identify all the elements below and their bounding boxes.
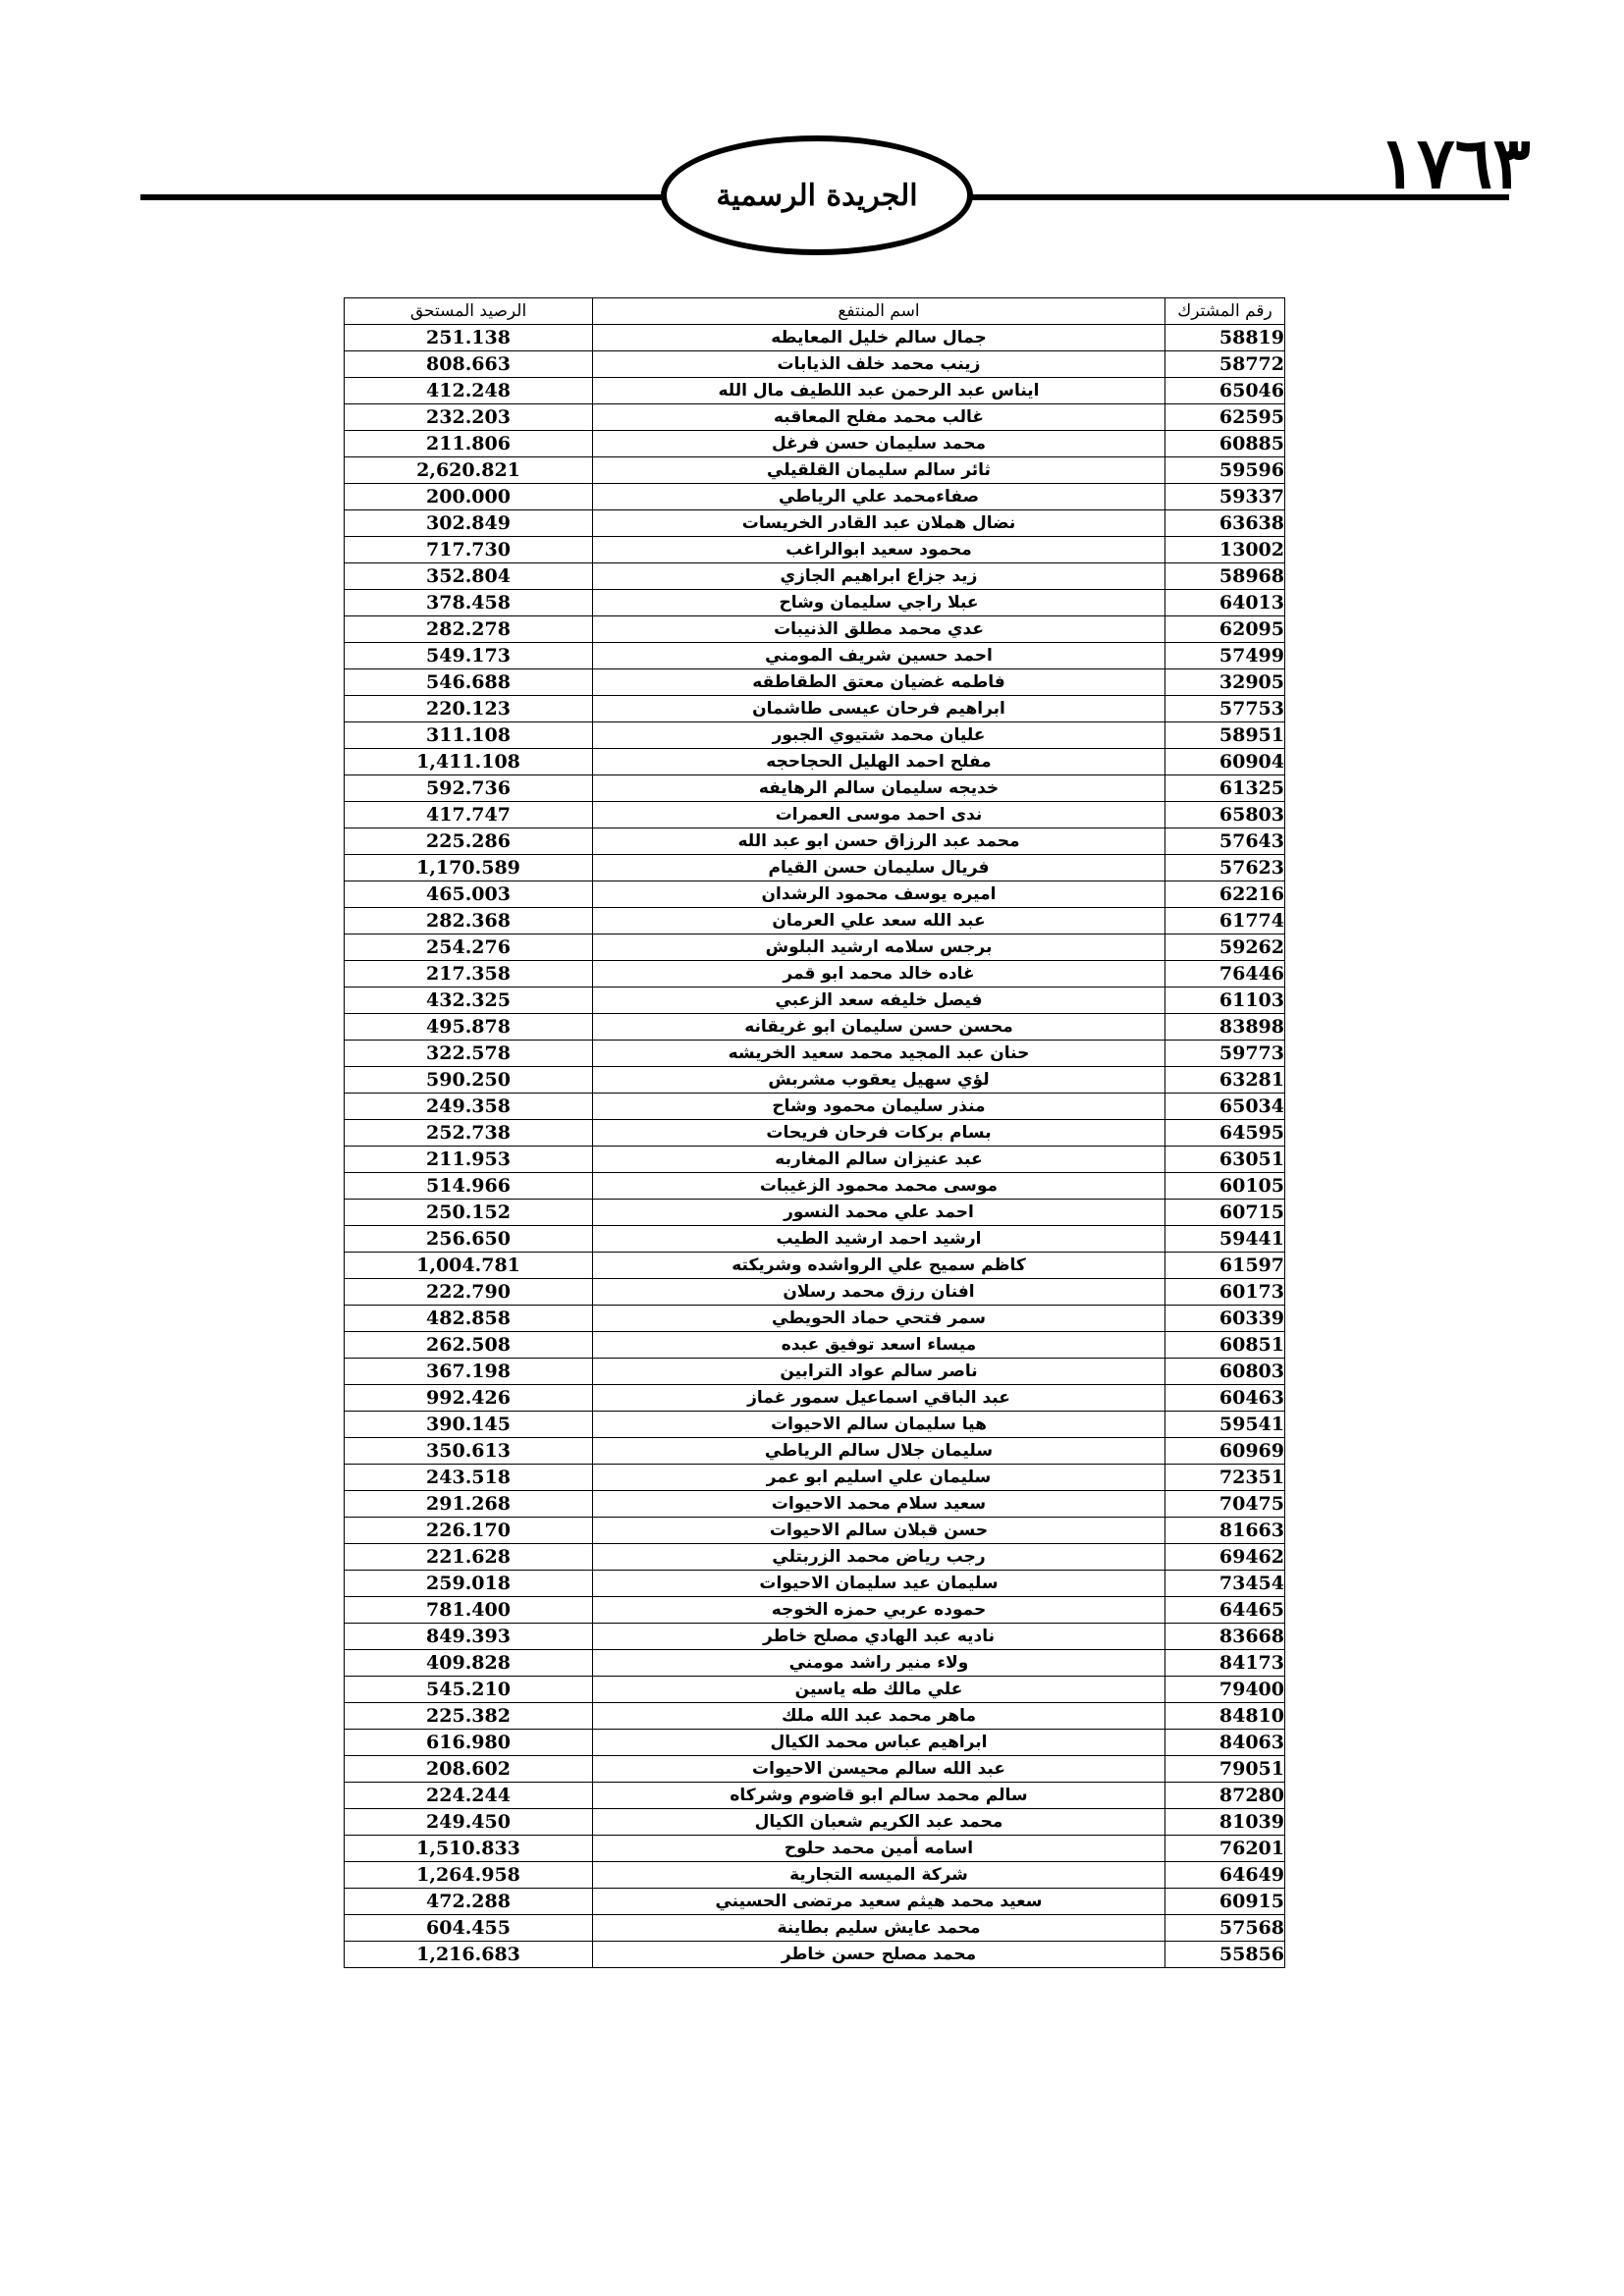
table-header-row xyxy=(345,298,1285,325)
subscriber-no-cell: 69462 xyxy=(1165,1544,1285,1571)
table-row xyxy=(345,1385,1285,1412)
table-row xyxy=(345,563,1285,590)
table-row xyxy=(345,1120,1285,1147)
balance-cell: 409.828 xyxy=(345,1650,593,1677)
beneficiary-name-cell: ناصر سالم عواد الترابين xyxy=(593,1359,1165,1385)
table-row xyxy=(345,1094,1285,1120)
beneficiary-name-cell: اسامه أمين محمد حلوح xyxy=(593,1836,1165,1862)
table-row xyxy=(345,1465,1285,1491)
subscriber-no-cell: 59441 xyxy=(1165,1226,1285,1253)
table-row xyxy=(345,1173,1285,1200)
balance-cell: 211.806 xyxy=(345,431,593,457)
balance-cell: 226.170 xyxy=(345,1518,593,1544)
table-row xyxy=(345,510,1285,537)
balance-cell: 992.426 xyxy=(345,1385,593,1412)
subscriber-no-cell: 60339 xyxy=(1165,1306,1285,1332)
beneficiary-name-cell: منذر سليمان محمود وشاح xyxy=(593,1094,1165,1120)
beneficiary-name-cell: احمد علي محمد النسور xyxy=(593,1200,1165,1226)
subscriber-no-cell: 60173 xyxy=(1165,1279,1285,1306)
table-row xyxy=(345,1809,1285,1836)
subscriber-no-cell: 57753 xyxy=(1165,696,1285,722)
subscriber-no-cell: 76446 xyxy=(1165,961,1285,988)
balance-cell: 1,004.781 xyxy=(345,1253,593,1279)
beneficiary-name-cell: فريال سليمان حسن القيام xyxy=(593,855,1165,881)
table-row xyxy=(345,590,1285,616)
subscriber-no-cell: 84173 xyxy=(1165,1650,1285,1677)
beneficiary-name-cell: محمد عبد الرزاق حسن ابو عبد الله xyxy=(593,828,1165,855)
subscriber-no-cell: 58819 xyxy=(1165,325,1285,351)
beneficiary-name-cell: سليمان علي اسليم ابو عمر xyxy=(593,1465,1165,1491)
balance-cell: 220.123 xyxy=(345,696,593,722)
beneficiary-name-cell: ثائر سالم سليمان القلقيلي xyxy=(593,457,1165,484)
balance-cell: 262.508 xyxy=(345,1332,593,1359)
table-row xyxy=(345,1067,1285,1094)
balance-cell: 221.628 xyxy=(345,1544,593,1571)
subscriber-no-cell: 81039 xyxy=(1165,1809,1285,1836)
beneficiary-name-cell: ندى احمد موسى العمرات xyxy=(593,802,1165,828)
table-row xyxy=(345,537,1285,563)
table-row xyxy=(345,988,1285,1014)
subscriber-no-cell: 60851 xyxy=(1165,1332,1285,1359)
beneficiary-name-cell: ارشيد احمد ارشيد الطيب xyxy=(593,1226,1165,1253)
balance-cell: 590.250 xyxy=(345,1067,593,1094)
beneficiary-name-cell: سالم محمد سالم ابو قاضوم وشركاه xyxy=(593,1783,1165,1809)
beneficiary-name-cell: محمد مصلح حسن خاطر xyxy=(593,1942,1165,1968)
balance-cell: 495.878 xyxy=(345,1014,593,1041)
table-row xyxy=(345,1279,1285,1306)
balance-cell: 232.203 xyxy=(345,404,593,431)
table-row xyxy=(345,1491,1285,1518)
beneficiary-balance-table xyxy=(344,297,1285,1968)
subscriber-no-cell: 58968 xyxy=(1165,563,1285,590)
table-row xyxy=(345,722,1285,749)
balance-cell: 514.966 xyxy=(345,1173,593,1200)
table-row xyxy=(345,1544,1285,1571)
table-row xyxy=(345,1438,1285,1465)
table-row xyxy=(345,881,1285,908)
balance-cell: 250.152 xyxy=(345,1200,593,1226)
balance-cell: 225.382 xyxy=(345,1703,593,1730)
table-row xyxy=(345,1677,1285,1703)
table-row xyxy=(345,1942,1285,1968)
table-row xyxy=(345,1200,1285,1226)
subscriber-no-cell: 60885 xyxy=(1165,431,1285,457)
balance-cell: 412.248 xyxy=(345,378,593,404)
table-row xyxy=(345,378,1285,404)
beneficiary-name-cell: فيصل خليفه سعد الزعبي xyxy=(593,988,1165,1014)
beneficiary-name-cell: شركة الميسه التجارية xyxy=(593,1862,1165,1889)
subscriber-no-cell: 84810 xyxy=(1165,1703,1285,1730)
beneficiary-name-cell: سعيد سلام محمد الاحيوات xyxy=(593,1491,1165,1518)
balance-cell: 2,620.821 xyxy=(345,457,593,484)
table-row xyxy=(345,669,1285,696)
beneficiary-name-cell: محسن حسن سليمان ابو غريقانه xyxy=(593,1014,1165,1041)
subscriber-no-cell: 59773 xyxy=(1165,1041,1285,1067)
balance-cell: 367.198 xyxy=(345,1359,593,1385)
balance-cell: 282.278 xyxy=(345,616,593,643)
subscriber-no-cell: 70475 xyxy=(1165,1491,1285,1518)
table-row xyxy=(345,934,1285,961)
subscriber-no-cell: 60969 xyxy=(1165,1438,1285,1465)
beneficiary-name-cell: هيا سليمان سالم الاحيوات xyxy=(593,1412,1165,1438)
balance-cell: 211.953 xyxy=(345,1147,593,1173)
balance-cell: 545.210 xyxy=(345,1677,593,1703)
table-row xyxy=(345,1756,1285,1783)
beneficiary-name-cell: عبد الله سعد علي العرمان xyxy=(593,908,1165,934)
balance-cell: 390.145 xyxy=(345,1412,593,1438)
gazette-title: الجريدة الرسمية xyxy=(716,178,918,213)
balance-cell: 482.858 xyxy=(345,1306,593,1332)
beneficiary-name-cell: نضال هملان عبد القادر الخريسات xyxy=(593,510,1165,537)
subscriber-no-cell: 64013 xyxy=(1165,590,1285,616)
table-row xyxy=(345,1332,1285,1359)
subscriber-no-cell: 59337 xyxy=(1165,484,1285,510)
table-row xyxy=(345,404,1285,431)
subscriber-no-cell: 64465 xyxy=(1165,1597,1285,1624)
subscriber-no-cell: 60105 xyxy=(1165,1173,1285,1200)
table-row xyxy=(345,1226,1285,1253)
beneficiary-name-cell: برجس سلامه ارشيد البلوش xyxy=(593,934,1165,961)
balance-cell: 249.358 xyxy=(345,1094,593,1120)
beneficiary-name-cell: ايناس عبد الرحمن عبد اللطيف مال الله xyxy=(593,378,1165,404)
beneficiary-name-cell: ابراهيم عباس محمد الكيال xyxy=(593,1730,1165,1756)
subscriber-no-cell: 61325 xyxy=(1165,775,1285,802)
beneficiary-name-cell: محمد عبد الكريم شعبان الكيال xyxy=(593,1809,1165,1836)
table-row xyxy=(345,616,1285,643)
balance-cell: 249.450 xyxy=(345,1809,593,1836)
balance-cell: 243.518 xyxy=(345,1465,593,1491)
beneficiary-name-cell: مفلح احمد الهليل الحجاحجه xyxy=(593,749,1165,775)
balance-cell: 1,216.683 xyxy=(345,1942,593,1968)
balance-cell: 200.000 xyxy=(345,484,593,510)
beneficiary-name-cell: فاطمه غضيان معتق الطقاطقه xyxy=(593,669,1165,696)
subscriber-no-cell: 60715 xyxy=(1165,1200,1285,1226)
balance-cell: 254.276 xyxy=(345,934,593,961)
subscriber-no-cell: 55856 xyxy=(1165,1942,1285,1968)
table-row xyxy=(345,908,1285,934)
beneficiary-name-cell: ماهر محمد عبد الله ملك xyxy=(593,1703,1165,1730)
subscriber-no-cell: 63281 xyxy=(1165,1067,1285,1094)
beneficiary-name-cell: ميساء اسعد توفيق عبده xyxy=(593,1332,1165,1359)
beneficiary-name-cell: عبد الباقي اسماعيل سمور غماز xyxy=(593,1385,1165,1412)
table-row xyxy=(345,1014,1285,1041)
subscriber-no-cell: 32905 xyxy=(1165,669,1285,696)
balance-cell: 251.138 xyxy=(345,325,593,351)
balance-cell: 311.108 xyxy=(345,722,593,749)
beneficiary-name-cell: خديجه سليمان سالم الرهايفه xyxy=(593,775,1165,802)
beneficiary-name-cell: غالب محمد مفلح المعاقبه xyxy=(593,404,1165,431)
subscriber-no-cell: 57499 xyxy=(1165,643,1285,669)
beneficiary-name-cell: موسى محمد محمود الزغيبات xyxy=(593,1173,1165,1200)
beneficiary-name-cell: محمد عايش سليم بطاينة xyxy=(593,1915,1165,1942)
subscriber-no-cell: 76201 xyxy=(1165,1836,1285,1862)
subscriber-no-cell: 65046 xyxy=(1165,378,1285,404)
subscriber-no-cell: 63051 xyxy=(1165,1147,1285,1173)
table-row xyxy=(345,749,1285,775)
balance-cell: 256.650 xyxy=(345,1226,593,1253)
beneficiary-name-cell: زينب محمد خلف الذيابات xyxy=(593,351,1165,378)
balance-cell: 225.286 xyxy=(345,828,593,855)
subscriber-no-cell: 83668 xyxy=(1165,1624,1285,1650)
balance-cell: 259.018 xyxy=(345,1571,593,1597)
column-header-beneficiary: اسم المنتفع xyxy=(593,298,1165,325)
subscriber-no-cell: 60463 xyxy=(1165,1385,1285,1412)
table-row xyxy=(345,1041,1285,1067)
balance-cell: 350.613 xyxy=(345,1438,593,1465)
table-row xyxy=(345,1730,1285,1756)
beneficiary-name-cell: حموده عربي حمزه الخوجه xyxy=(593,1597,1165,1624)
subscriber-no-cell: 60803 xyxy=(1165,1359,1285,1385)
beneficiary-name-cell: علي مالك طه ياسين xyxy=(593,1677,1165,1703)
subscriber-no-cell: 65803 xyxy=(1165,802,1285,828)
balance-cell: 549.173 xyxy=(345,643,593,669)
table-row xyxy=(345,855,1285,881)
subscriber-no-cell: 84063 xyxy=(1165,1730,1285,1756)
page-number: ١٧٦٣ xyxy=(1379,121,1531,204)
balance-cell: 322.578 xyxy=(345,1041,593,1067)
balance-cell: 849.393 xyxy=(345,1624,593,1650)
balance-cell: 252.738 xyxy=(345,1120,593,1147)
balance-cell: 781.400 xyxy=(345,1597,593,1624)
subscriber-no-cell: 64595 xyxy=(1165,1120,1285,1147)
subscriber-no-cell: 59541 xyxy=(1165,1412,1285,1438)
table-row xyxy=(345,1518,1285,1544)
subscriber-no-cell: 61597 xyxy=(1165,1253,1285,1279)
balance-cell: 352.804 xyxy=(345,563,593,590)
balance-cell: 1,510.833 xyxy=(345,1836,593,1862)
table-body xyxy=(345,325,1285,1968)
balance-cell: 717.730 xyxy=(345,537,593,563)
table-row xyxy=(345,696,1285,722)
table-row xyxy=(345,1915,1285,1942)
table-row xyxy=(345,431,1285,457)
beneficiary-name-cell: زيد جزاع ابراهيم الجازي xyxy=(593,563,1165,590)
balance-cell: 546.688 xyxy=(345,669,593,696)
balance-cell: 302.849 xyxy=(345,510,593,537)
table-row xyxy=(345,1703,1285,1730)
balance-cell: 1,170.589 xyxy=(345,855,593,881)
subscriber-no-cell: 57568 xyxy=(1165,1915,1285,1942)
beneficiary-name-cell: حنان عبد المجيد محمد سعيد الخريشه xyxy=(593,1041,1165,1067)
subscriber-no-cell: 61774 xyxy=(1165,908,1285,934)
subscriber-no-cell: 62095 xyxy=(1165,616,1285,643)
beneficiary-name-cell: محمود سعيد ابوالراغب xyxy=(593,537,1165,563)
beneficiary-name-cell: رجب رياض محمد الزربتلي xyxy=(593,1544,1165,1571)
table-row xyxy=(345,351,1285,378)
balance-cell: 592.736 xyxy=(345,775,593,802)
table-row xyxy=(345,775,1285,802)
beneficiary-name-cell: كاظم سميح علي الرواشده وشريكته xyxy=(593,1253,1165,1279)
subscriber-no-cell: 59262 xyxy=(1165,934,1285,961)
balance-cell: 472.288 xyxy=(345,1889,593,1915)
table-row xyxy=(345,643,1285,669)
balance-cell: 1,411.108 xyxy=(345,749,593,775)
balance-cell: 604.455 xyxy=(345,1915,593,1942)
column-header-subscriber-no: رقم المشترك xyxy=(1165,298,1285,325)
beneficiary-name-cell: اميره يوسف محمود الرشدان xyxy=(593,881,1165,908)
table-row xyxy=(345,1306,1285,1332)
balance-cell: 616.980 xyxy=(345,1730,593,1756)
table-row xyxy=(345,1359,1285,1385)
beneficiary-name-cell: عدي محمد مطلق الذنيبات xyxy=(593,616,1165,643)
balance-cell: 222.790 xyxy=(345,1279,593,1306)
table-row xyxy=(345,1889,1285,1915)
subscriber-no-cell: 60915 xyxy=(1165,1889,1285,1915)
table-row xyxy=(345,802,1285,828)
table-row xyxy=(345,1253,1285,1279)
table-row xyxy=(345,457,1285,484)
beneficiary-name-cell: غاده خالد محمد ابو قمر xyxy=(593,961,1165,988)
subscriber-no-cell: 62216 xyxy=(1165,881,1285,908)
subscriber-no-cell: 64649 xyxy=(1165,1862,1285,1889)
subscriber-no-cell: 87280 xyxy=(1165,1783,1285,1809)
beneficiary-name-cell: حسن قبلان سالم الاحيوات xyxy=(593,1518,1165,1544)
table-row xyxy=(345,484,1285,510)
table-row xyxy=(345,1597,1285,1624)
subscriber-no-cell: 58951 xyxy=(1165,722,1285,749)
subscriber-no-cell: 79051 xyxy=(1165,1756,1285,1783)
beneficiary-name-cell: سليمان جلال سالم الرياطي xyxy=(593,1438,1165,1465)
table-row xyxy=(345,1412,1285,1438)
subscriber-no-cell: 72351 xyxy=(1165,1465,1285,1491)
table-row xyxy=(345,1783,1285,1809)
beneficiary-name-cell: ابراهيم فرحان عيسى طاشمان xyxy=(593,696,1165,722)
balance-cell: 224.244 xyxy=(345,1783,593,1809)
table-row xyxy=(345,1862,1285,1889)
subscriber-no-cell: 62595 xyxy=(1165,404,1285,431)
beneficiary-name-cell: افنان رزق محمد رسلان xyxy=(593,1279,1165,1306)
beneficiary-name-cell: لؤي سهيل يعقوب مشربش xyxy=(593,1067,1165,1094)
balance-cell: 378.458 xyxy=(345,590,593,616)
beneficiary-name-cell: احمد حسين شريف المومني xyxy=(593,643,1165,669)
beneficiary-name-cell: سعيد محمد هيثم سعيد مرتضى الحسيني xyxy=(593,1889,1165,1915)
beneficiary-name-cell: عبد عنيزان سالم المغاربه xyxy=(593,1147,1165,1173)
balance-cell: 808.663 xyxy=(345,351,593,378)
table-row xyxy=(345,828,1285,855)
subscriber-no-cell: 63638 xyxy=(1165,510,1285,537)
subscriber-no-cell: 57643 xyxy=(1165,828,1285,855)
column-header-balance: الرصيد المستحق xyxy=(345,298,593,325)
beneficiary-name-cell: ناديه عبد الهادي مصلح خاطر xyxy=(593,1624,1165,1650)
subscriber-no-cell: 61103 xyxy=(1165,988,1285,1014)
table-row xyxy=(345,1650,1285,1677)
beneficiary-name-cell: محمد سليمان حسن فرغل xyxy=(593,431,1165,457)
gazette-title-oval xyxy=(661,135,973,255)
balance-cell: 291.268 xyxy=(345,1491,593,1518)
subscriber-no-cell: 57623 xyxy=(1165,855,1285,881)
table-row xyxy=(345,1836,1285,1862)
beneficiary-name-cell: بسام بركات فرحان فريحات xyxy=(593,1120,1165,1147)
beneficiary-name-cell: صفاءمحمد علي الرياطي xyxy=(593,484,1165,510)
subscriber-no-cell: 73454 xyxy=(1165,1571,1285,1597)
beneficiary-name-cell: سليمان عيد سليمان الاحيوات xyxy=(593,1571,1165,1597)
subscriber-no-cell: 60904 xyxy=(1165,749,1285,775)
beneficiary-name-cell: عليان محمد شتيوي الجبور xyxy=(593,722,1165,749)
table-row xyxy=(345,1147,1285,1173)
table-row xyxy=(345,325,1285,351)
table-row xyxy=(345,1571,1285,1597)
balance-cell: 217.358 xyxy=(345,961,593,988)
subscriber-no-cell: 13002 xyxy=(1165,537,1285,563)
balance-cell: 282.368 xyxy=(345,908,593,934)
subscriber-no-cell: 58772 xyxy=(1165,351,1285,378)
beneficiary-name-cell: ولاء منير راشد مومني xyxy=(593,1650,1165,1677)
balance-cell: 417.747 xyxy=(345,802,593,828)
table-row xyxy=(345,1624,1285,1650)
balance-cell: 465.003 xyxy=(345,881,593,908)
subscriber-no-cell: 59596 xyxy=(1165,457,1285,484)
subscriber-no-cell: 79400 xyxy=(1165,1677,1285,1703)
subscriber-no-cell: 65034 xyxy=(1165,1094,1285,1120)
beneficiary-name-cell: عبلا راجي سليمان وشاح xyxy=(593,590,1165,616)
subscriber-no-cell: 83898 xyxy=(1165,1014,1285,1041)
table-row xyxy=(345,961,1285,988)
beneficiary-name-cell: جمال سالم خليل المعايطه xyxy=(593,325,1165,351)
balance-cell: 1,264.958 xyxy=(345,1862,593,1889)
subscriber-no-cell: 81663 xyxy=(1165,1518,1285,1544)
balance-cell: 208.602 xyxy=(345,1756,593,1783)
balance-cell: 432.325 xyxy=(345,988,593,1014)
beneficiary-name-cell: سمر فتحي حماد الحويطي xyxy=(593,1306,1165,1332)
beneficiary-name-cell: عبد الله سالم محيسن الاحيوات xyxy=(593,1756,1165,1783)
